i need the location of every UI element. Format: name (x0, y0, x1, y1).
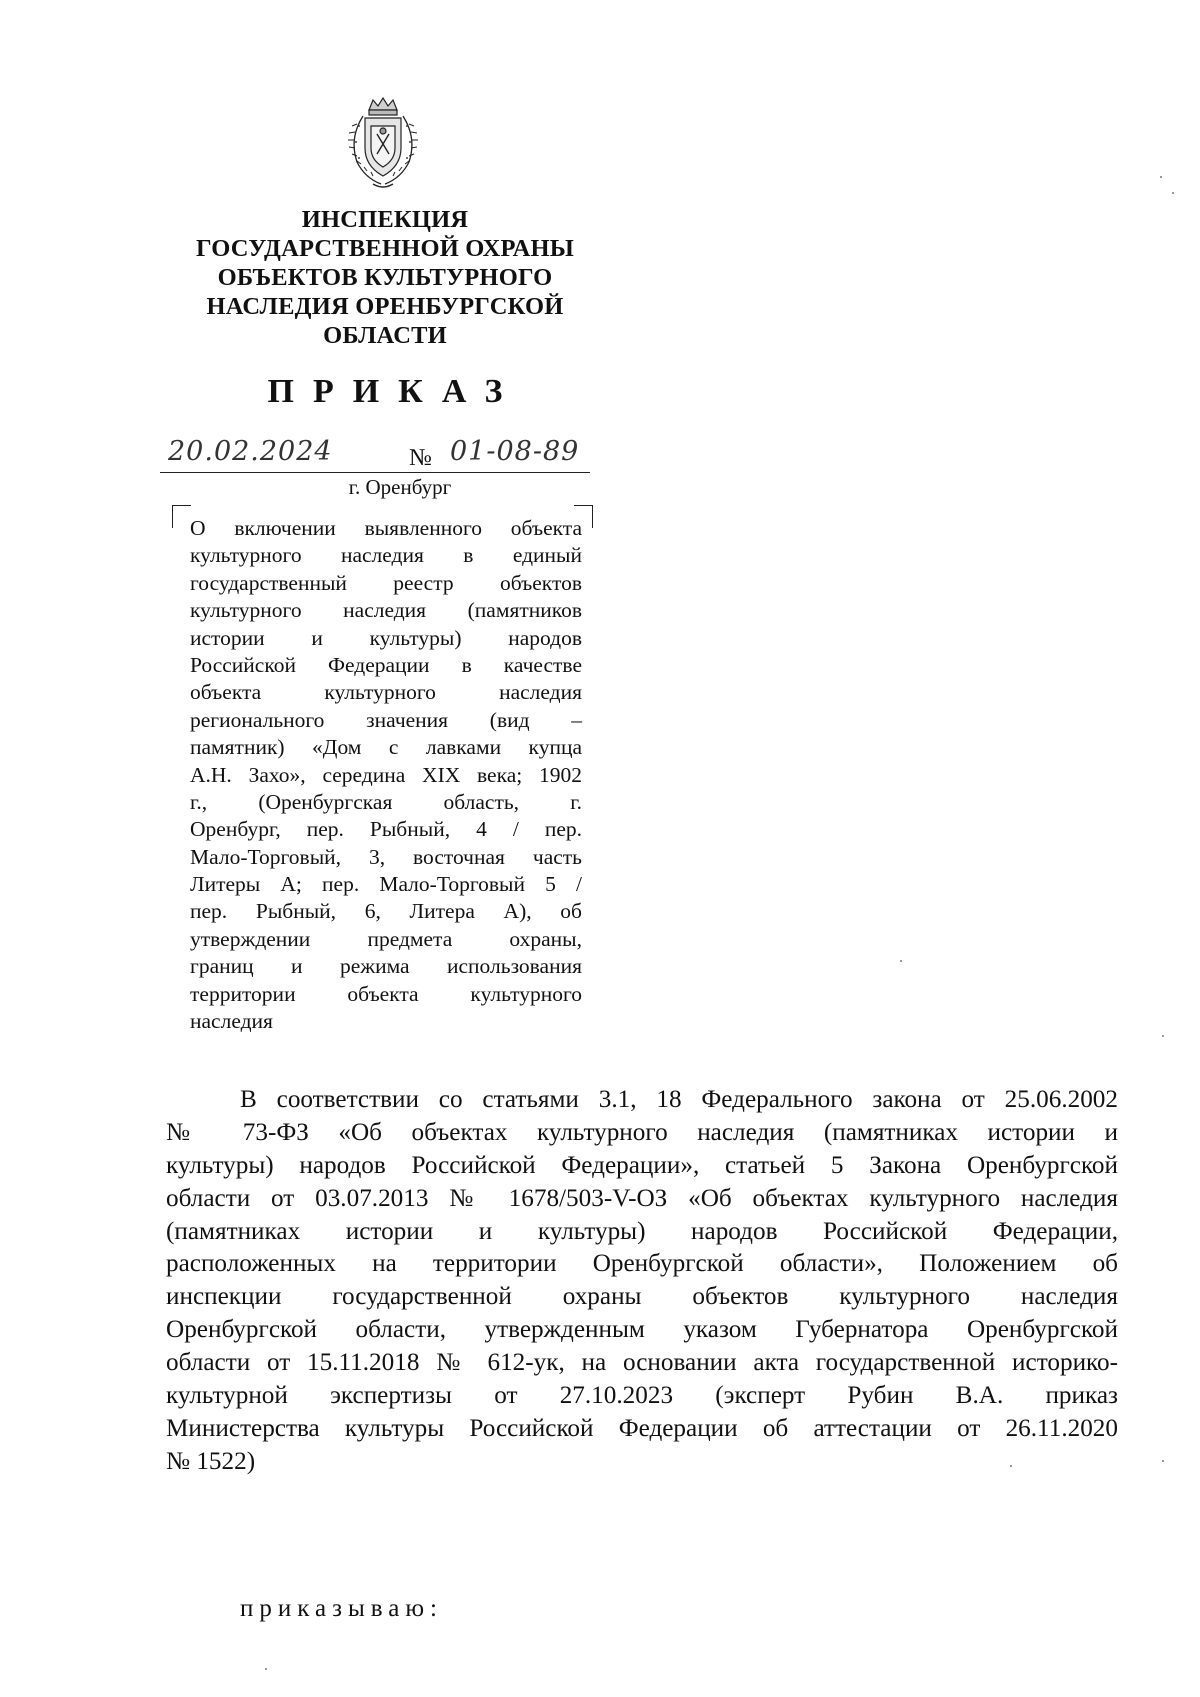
subject-line: памятник) «Дом с лавками купца (190, 735, 582, 760)
subject-line: государственный реестр объектов (190, 570, 582, 595)
body-line: расположенных на территории Оренбургской области», Положением об (166, 1250, 1118, 1278)
order-subject (190, 515, 582, 1035)
subject-line: Российской Федерации в качестве (190, 652, 582, 677)
subject-line: г., (Оренбургская область, г. (190, 789, 582, 814)
organization-title (150, 205, 620, 350)
org-title-line: ОБЪЕКТОВ КУЛЬТУРНОГО (217, 264, 553, 291)
subject-line: наследия (190, 1009, 273, 1034)
registration-date: 20.02.2024 (168, 436, 333, 467)
org-title-line: ГОСУДАРСТВЕННОЙ ОХРАНЫ (196, 235, 574, 262)
subject-line: Оренбург, пер. Рыбный, 4 / пер. (190, 817, 582, 842)
coat-of-arms-icon (343, 96, 423, 192)
body-line: культуры) народов Российской Федерации», статьей 5 Закона Оренбургской (166, 1151, 1118, 1179)
document-type-title: ПРИКАЗ (267, 373, 522, 410)
body-line: инспекции государственной охраны объектов культурного наследия (166, 1283, 1118, 1311)
body-line: № 1522) (166, 1447, 256, 1475)
subject-line: объекта культурного наследия (190, 680, 582, 705)
scan-speck (1172, 192, 1174, 194)
decree-word: приказываю: (240, 1595, 443, 1622)
subject-line: регионального значения (вид – (190, 707, 582, 732)
registration-number: 01-08-89 (450, 436, 580, 467)
scan-speck (1160, 176, 1162, 178)
body-line: области от 15.11.2018 № 612-ук, на основании акта государственной историко- (166, 1349, 1118, 1377)
body-line: В соответствии со статьями 3.1, 18 Федерального закона от 25.06.2002 (240, 1086, 1118, 1113)
scan-speck (1010, 1465, 1012, 1467)
body-line: области от 03.07.2013 № 1678/503-V-ОЗ «Об объектах культурного наследия (166, 1184, 1118, 1212)
subject-line: пер. Рыбный, 6, Литера А), об (190, 899, 582, 924)
body-line: № 73-ФЗ «Об объектах культурного наследия (памятниках истории и (166, 1118, 1118, 1146)
registration-number-label: № (409, 445, 432, 471)
scan-speck (1162, 1035, 1164, 1037)
city-label: г. Оренбург (348, 475, 452, 499)
scan-speck (900, 960, 902, 962)
org-title-line: НАСЛЕДИЯ ОРЕНБУРГСКОЙ (206, 293, 564, 320)
org-title-line: ИНСПЕКЦИЯ (301, 206, 469, 233)
body-line: Министерства культуры Российской Федерации об аттестации от 26.11.2020 (166, 1414, 1118, 1442)
subject-line: Литеры А; пер. Мало-Торговый 5 / (190, 872, 582, 897)
org-title-line: ОБЛАСТИ (323, 322, 447, 349)
subject-bracket-left (172, 505, 191, 528)
subject-line: О включении выявленного объекта (190, 516, 582, 540)
registration-line (160, 436, 590, 473)
subject-line: утверждении предмета охраны, (190, 926, 582, 951)
subject-line: Мало-Торговый, 3, восточная часть (190, 844, 582, 869)
order-preamble (166, 1084, 1118, 1479)
subject-line: культурного наследия в единый (190, 543, 582, 568)
subject-line: границ и режима использования (190, 954, 582, 979)
subject-line: территории объекта культурного (190, 981, 582, 1006)
subject-line: А.Н. Захо», середина XIX века; 1902 (190, 762, 582, 787)
subject-line: культурного наследия (памятников (190, 598, 582, 623)
scan-speck (265, 1668, 267, 1670)
body-line: Оренбургской области, утвержденным указом Губернатора Оренбургской (166, 1316, 1118, 1344)
body-line: культурной экспертизы от 27.10.2023 (эксперт Рубин В.А. приказ (166, 1382, 1118, 1410)
subject-line: истории и культуры) народов (190, 625, 582, 650)
scan-speck (1162, 1460, 1164, 1462)
body-line: (памятниках истории и культуры) народов Российской Федерации, (166, 1217, 1118, 1245)
